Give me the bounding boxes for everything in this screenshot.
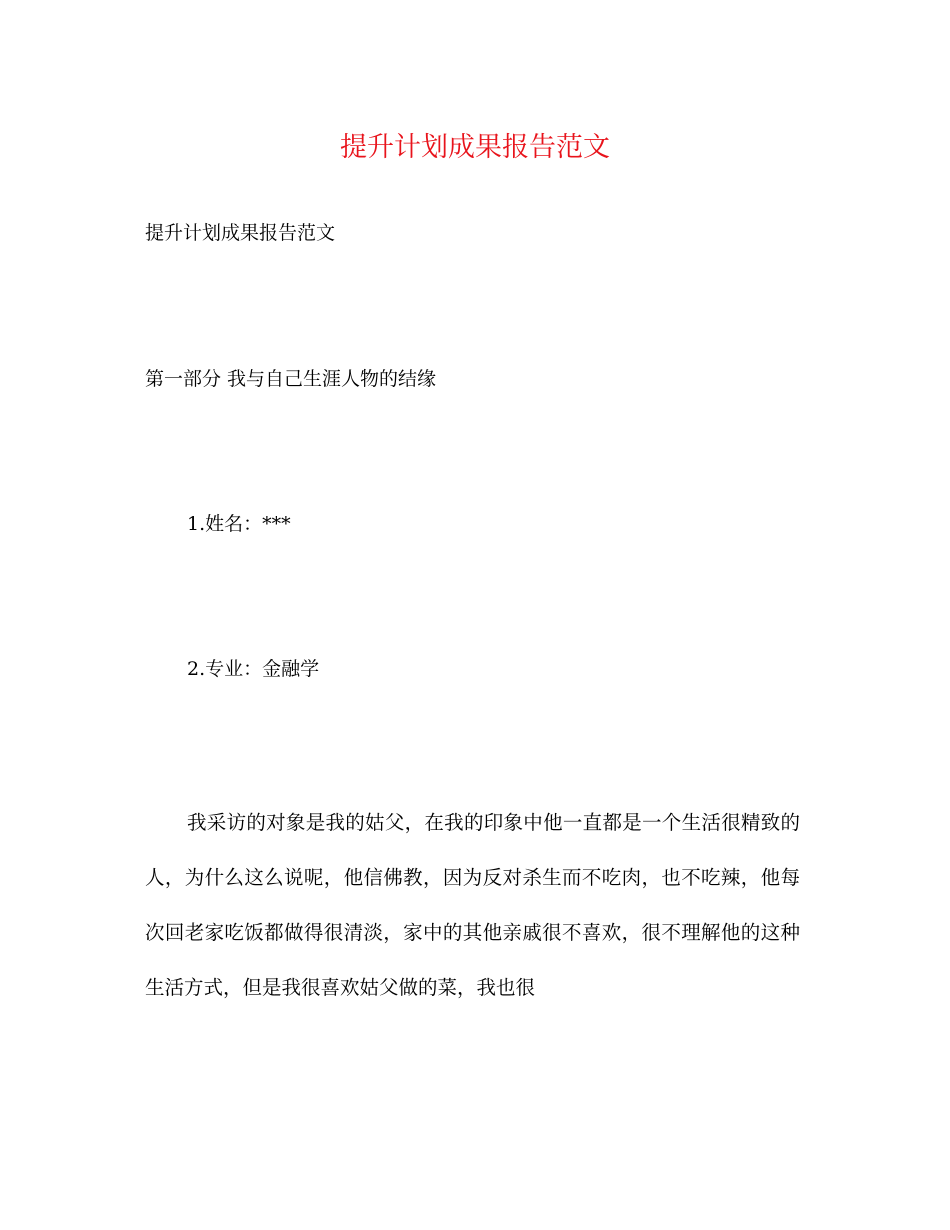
item-major: 2.专业：金融学 — [187, 658, 320, 680]
item-name: 1.姓名：*** — [187, 513, 291, 535]
document-subtitle: 提升计划成果报告范文 — [145, 222, 336, 244]
document-title: 提升计划成果报告范文 — [340, 132, 610, 163]
body-paragraph: 我采访的对象是我的姑父，在我的印象中他一直都是一个生活很精致的人，为什么这么说呢，他信佛教，因为反对杀生而不吃肉，也不吃辣，他每次回老家吃饭都做得很清淡，家中的其他亲戚很不喜欢，很不理解他的这种生活方式，但是我很喜欢姑父做的菜，我也很 — [145, 811, 800, 999]
section-heading: 第一部分 我与自己生涯人物的结缘 — [145, 368, 437, 390]
